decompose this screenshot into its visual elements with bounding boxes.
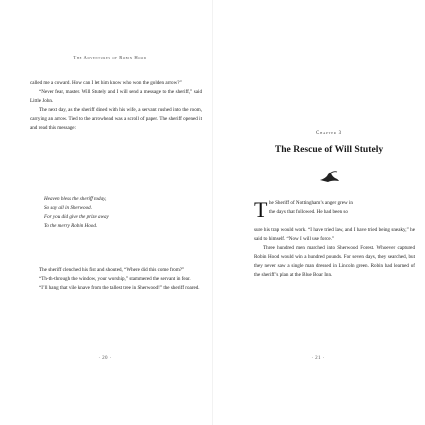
running-head: The Adventures of Robin Hood [73, 55, 147, 60]
hat-ornament-icon [318, 170, 340, 184]
left-page [0, 0, 212, 425]
right-page [213, 0, 425, 425]
body-text-bottom [30, 266, 202, 293]
chapter-label: Chapter 3 [316, 131, 342, 136]
paragraph: called me a coward. How can I let him know who won the golden arrow?” [30, 80, 182, 86]
chapter-title: The Rescue of Will Stutely [274, 144, 384, 155]
paragraph: The sheriff clenched his fist and shouted, “Where did this come from?” [39, 267, 185, 273]
paragraph: “Never fear, master. Will Stutely and I will send a message to the sheriff,” said Little John. [30, 89, 202, 104]
drop-cap: T [254, 197, 268, 222]
poem-line: So say all in Sherwood. [44, 205, 92, 211]
opening-lines [254, 199, 415, 217]
page-number: · 20 · [98, 356, 112, 361]
body-text-top [30, 79, 202, 133]
opening-line: he Sheriff of Nottingham’s anger grew in [269, 200, 353, 206]
poem-line: Heaven bless the sheriff today, [44, 196, 107, 202]
paragraph: The next day, as the sheriff dined with his wife, a servant rushed into the room, carrying an arrow. Tied to the arrowhead was a scroll of paper. The sheriff opened it and read this message: [30, 107, 202, 131]
poem-line: For you did give the prize away [44, 214, 109, 220]
body-text [254, 226, 415, 280]
opening-line: the days that followed. He had been so [269, 209, 348, 215]
paragraph: “Th-th-through the window, your worship,” stammered the servant in fear. [39, 276, 191, 282]
poem-line: To the merry Robin Hood. [44, 223, 98, 229]
paragraph: Three hundred men marched into Sherwood Forest. Whoever captured Robin Hood would win a hundred pounds. For seven days, they searched, but they never saw a single man dressed in Lincoln green. Robin had learned of the sheriff’s plan at the Blue Boar Inn. [254, 245, 415, 278]
page-number: · 21 · [311, 356, 325, 361]
paragraph: “I’ll hang that vile knave from the tallest tree in Sherwood!” the sheriff roared. [39, 285, 200, 291]
poem [44, 195, 109, 231]
paragraph: sure his trap would work. “I have tried law, and I have tried being sneaky,” he said to himself. “Now I will use force.” [254, 227, 415, 242]
